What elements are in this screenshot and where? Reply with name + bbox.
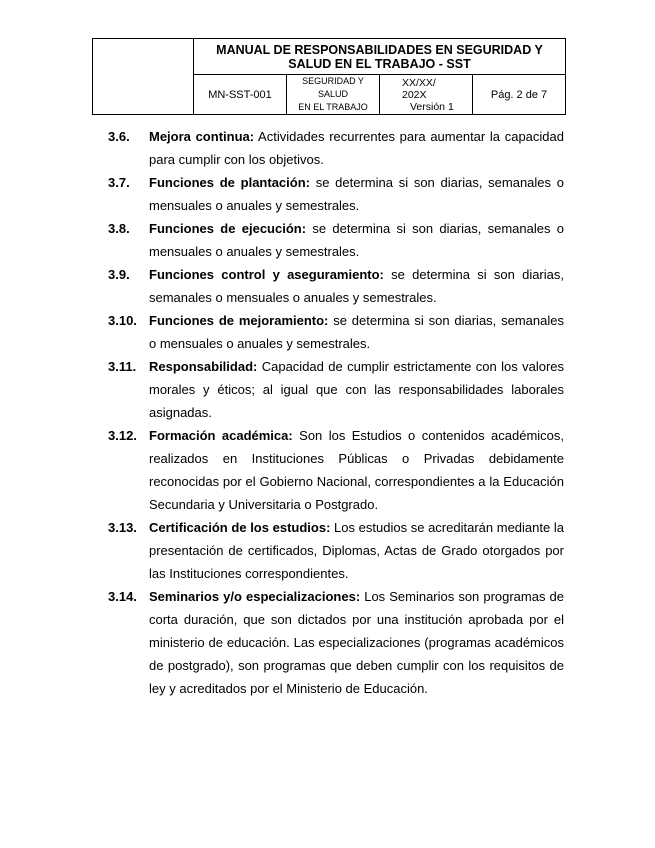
item-number: 3.12.: [108, 428, 137, 443]
item-text: se determina si son diarias, semanales o mensuales o anuales y semestrales.: [149, 221, 564, 259]
item-text: Los Seminarios son programas de corta duración, que son dictados por una institución aprobada por el ministerio de educación. Las especializaciones (programas académicos de postgrado), son programas que deben cumplir con los requisitos de ley y acreditados por el Ministerio de Educación.: [149, 589, 564, 696]
title-line-2: SALUD EN EL TRABAJO - SST: [288, 56, 471, 71]
item-number: 3.9.: [108, 267, 130, 282]
document-code: MN-SST-001: [194, 75, 287, 115]
definition-item: [108, 424, 564, 516]
item-term: Mejora continua:: [149, 129, 255, 144]
item-number: 3.8.: [108, 221, 130, 236]
item-term: Certificación de los estudios:: [149, 520, 331, 535]
item-number: 3.14.: [108, 589, 137, 604]
definitions-list: [108, 125, 564, 700]
document-title: [194, 39, 566, 75]
item-term: Funciones de mejoramiento:: [149, 313, 329, 328]
item-text: se determina si son diarias, semanales o mensuales o anuales y semestrales.: [149, 313, 564, 351]
definition-item: [108, 309, 564, 355]
definition-item: [108, 355, 564, 424]
item-term: Formación académica:: [149, 428, 293, 443]
item-text: Son los Estudios o contenidos académicos, realizados en Instituciones Públicas o Privadas debidamente reconocidas por el Gobierno Nacional, correspondientes a la Educación Secundaria y Universitaria o Postgrado.: [149, 428, 565, 512]
date-line-2: 202X: [402, 88, 427, 101]
document-date-version: [380, 75, 473, 115]
definition-item: [108, 217, 564, 263]
definition-item: [108, 516, 564, 585]
definition-item: [108, 125, 564, 171]
item-text: se determina si son diarias, semanales o mensuales o anuales y semestrales.: [149, 267, 564, 305]
item-term: Responsabilidad:: [149, 359, 258, 374]
document-area: [287, 75, 380, 115]
document-header: [92, 38, 566, 115]
item-number: 3.11.: [108, 359, 137, 374]
item-term: Seminarios y/o especializaciones:: [149, 589, 361, 604]
item-number: 3.10.: [108, 313, 137, 328]
area-line-2: EN EL TRABAJO: [298, 102, 368, 112]
item-number: 3.13.: [108, 520, 137, 535]
definition-item: [108, 585, 564, 700]
date-line-1: XX/XX/: [402, 76, 436, 89]
item-number: 3.7.: [108, 175, 130, 190]
title-line-1: MANUAL DE RESPONSABILIDADES EN SEGURIDAD Y: [216, 42, 543, 57]
item-term: Funciones control y aseguramiento:: [149, 267, 384, 282]
item-text: se determina si son diarias, semanales o mensuales o anuales y semestrales.: [149, 175, 564, 213]
logo-placeholder: [93, 39, 194, 115]
item-number: 3.6.: [108, 129, 130, 144]
page-number: Pág. 2 de 7: [473, 75, 566, 115]
item-term: Funciones de plantación:: [149, 175, 310, 190]
version-label: Versión 1: [410, 100, 454, 113]
item-text: Actividades recurrentes para aumentar la capacidad para cumplir con los objetivos.: [149, 129, 564, 167]
area-line-1: SEGURIDAD Y SALUD: [302, 76, 364, 99]
definition-item: [108, 263, 564, 309]
definition-item: [108, 171, 564, 217]
item-text: Los estudios se acreditarán mediante la presentación de certificados, Diplomas, Actas de Grado otorgados por las Instituciones correspondientes.: [149, 520, 564, 581]
item-text: Capacidad de cumplir estrictamente con los valores morales y éticos; al igual que con las responsabilidades laborales asignadas.: [149, 359, 564, 420]
item-term: Funciones de ejecución:: [149, 221, 307, 236]
